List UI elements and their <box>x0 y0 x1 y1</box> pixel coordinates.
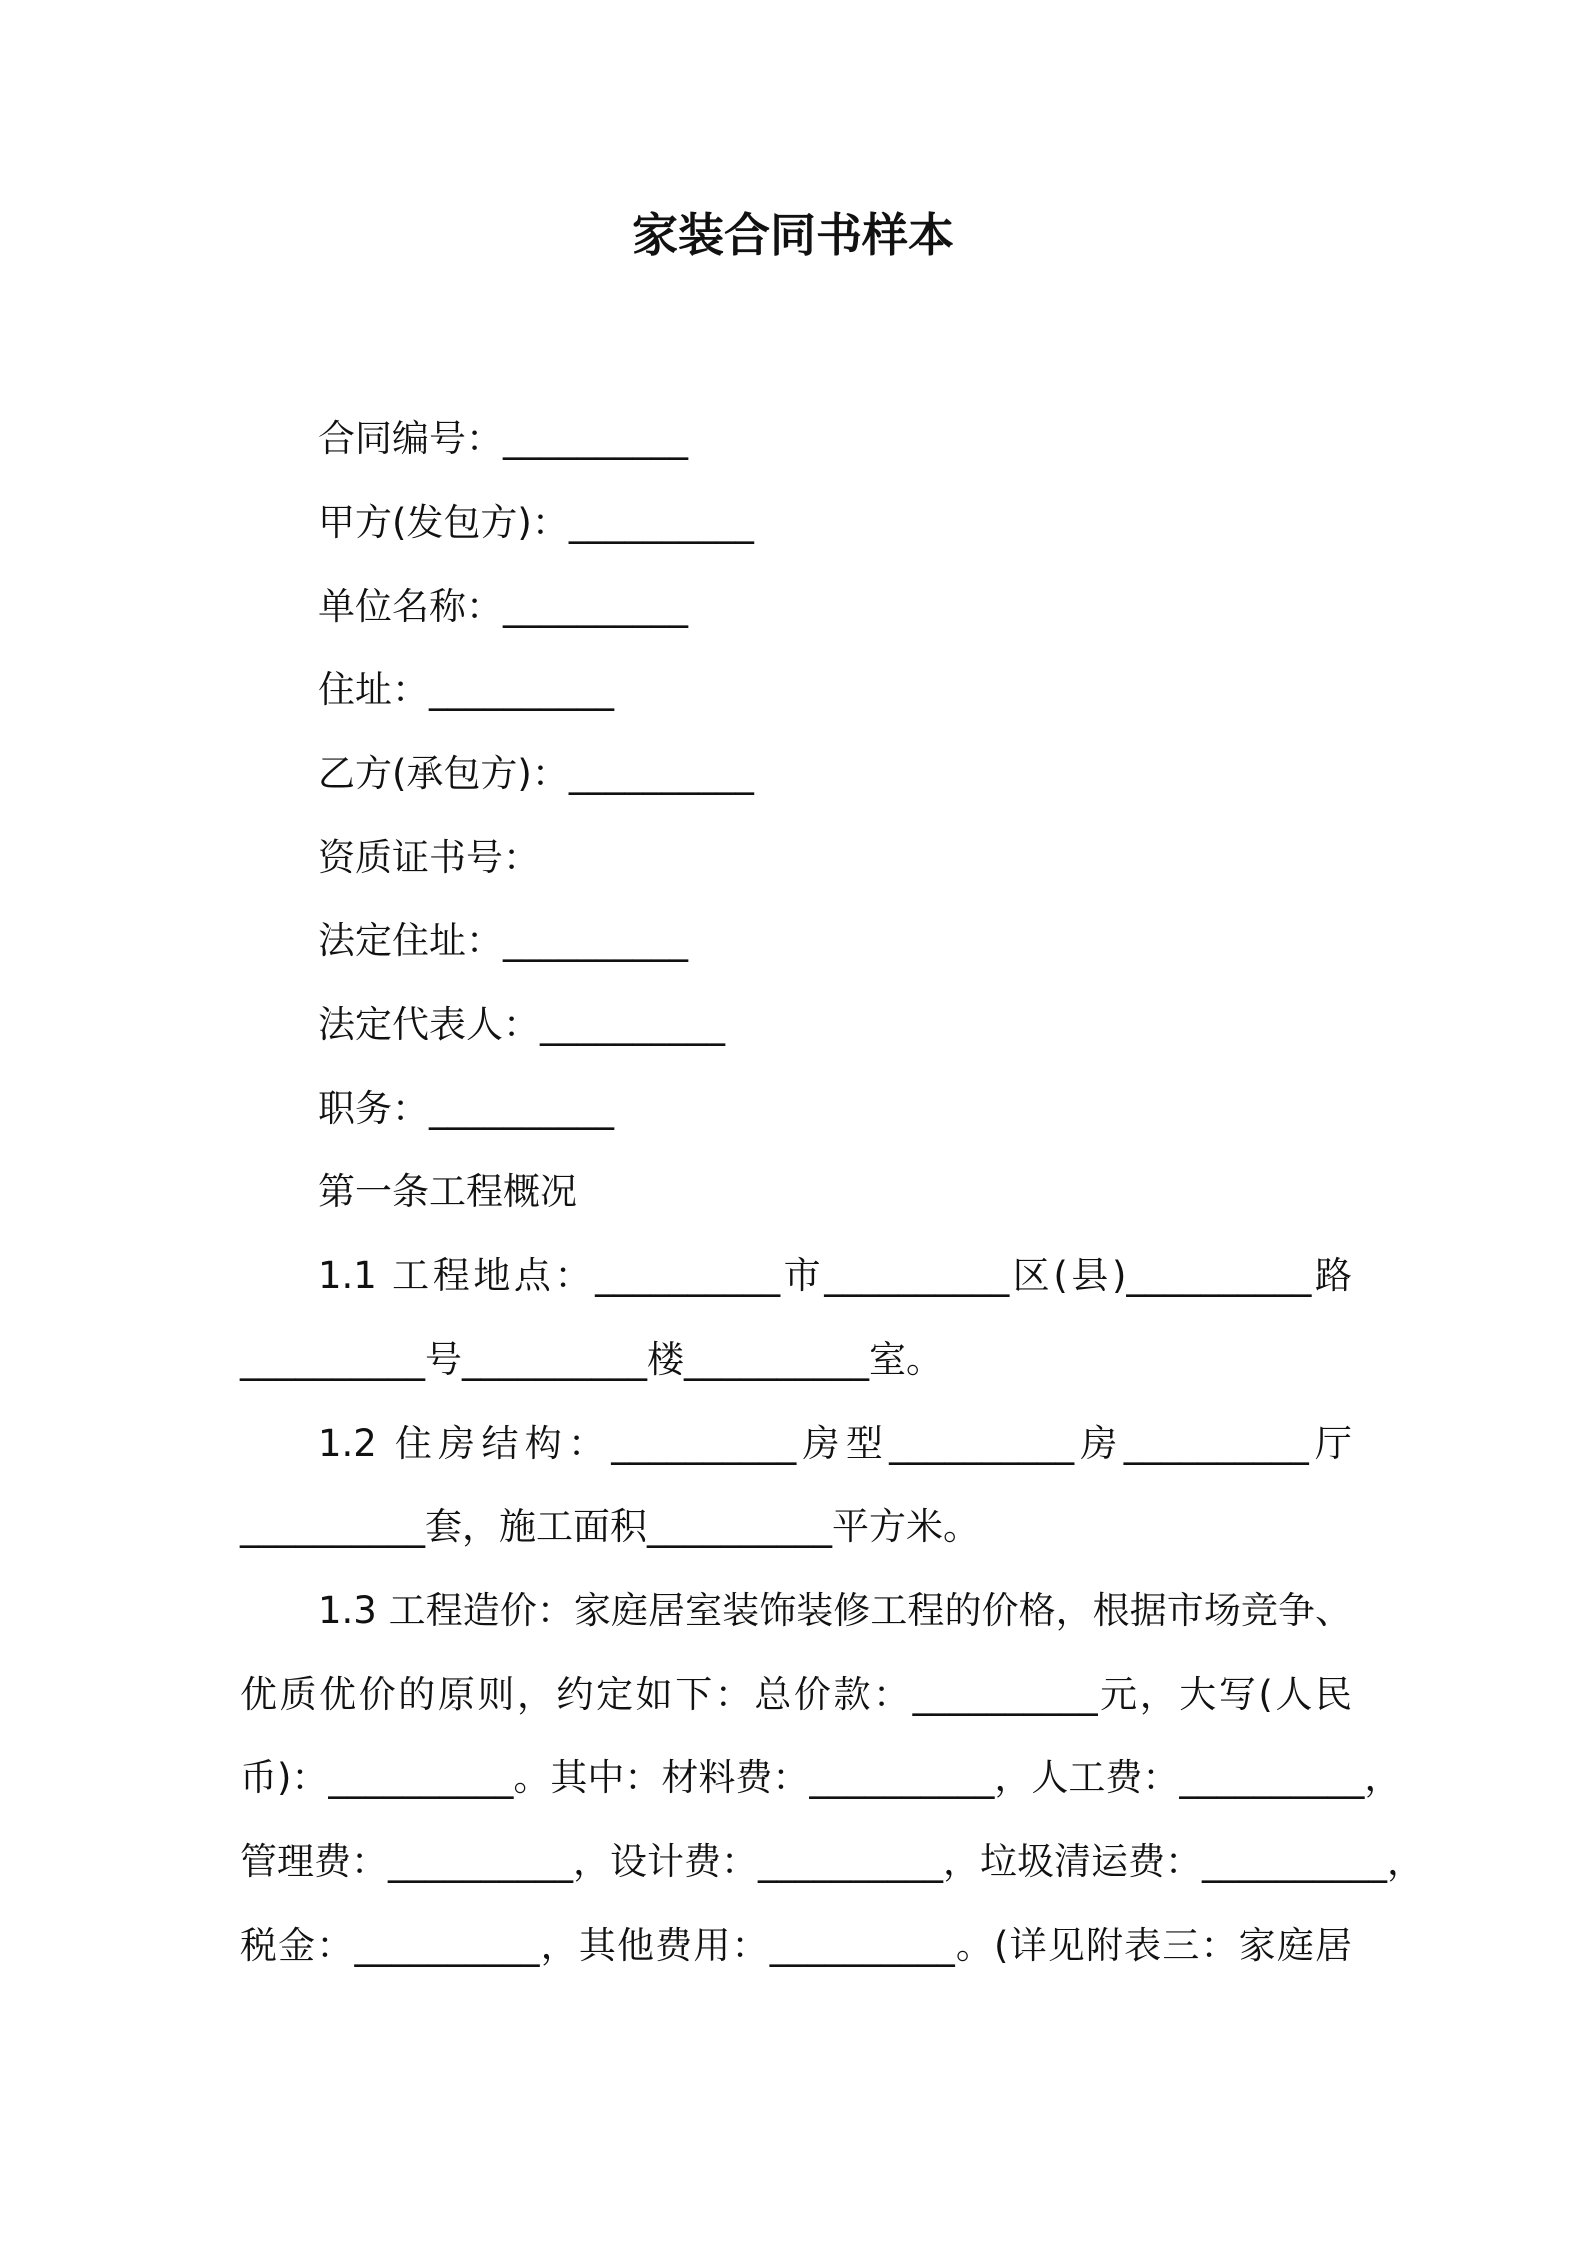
address-field: 住址：__________ <box>318 668 614 711</box>
section-1-2-line-2: __________套，施工面积__________平方米。 <box>240 1505 980 1548</box>
section-1-2-line-1: 1.2 住房结构：__________房型__________房__________厅 <box>318 1422 1352 1465</box>
section-1-1-line-2: __________号__________楼__________室。 <box>240 1338 943 1381</box>
legal-address-field: 法定住址：__________ <box>318 919 688 962</box>
contract-number-field: 合同编号：__________ <box>318 417 688 460</box>
party-b-field: 乙方(承包方)：__________ <box>318 752 754 795</box>
section-1-3-line-1: 1.3 工程造价：家庭居室装饰装修工程的价格，根据市场竞争、 <box>318 1589 1352 1632</box>
qualification-cert-field: 资质证书号： <box>318 836 540 879</box>
document-title: 家装合同书样本 <box>632 208 954 262</box>
section-1-3-line-4: 管理费：__________，设计费：__________，垃圾清运费：__________， <box>240 1840 1424 1883</box>
legal-representative-field: 法定代表人：__________ <box>318 1003 725 1046</box>
section-1-1-line-1: 1.1 工程地点：__________市__________区(县)__________路 <box>318 1254 1352 1297</box>
unit-name-field: 单位名称：__________ <box>318 585 688 628</box>
section-1-3-line-5: 税金：__________，其他费用：__________。(详见附表三：家庭居 <box>240 1924 1352 1967</box>
section-1-3-line-3: 币)：__________。其中：材料费：__________，人工费：__________， <box>240 1756 1402 1799</box>
party-a-field: 甲方(发包方)：__________ <box>318 501 754 544</box>
position-field: 职务：__________ <box>318 1087 614 1130</box>
article-1-heading: 第一条工程概况 <box>318 1170 577 1213</box>
section-1-3-line-2: 优质优价的原则，约定如下：总价款：__________元，大写(人民 <box>240 1673 1352 1716</box>
